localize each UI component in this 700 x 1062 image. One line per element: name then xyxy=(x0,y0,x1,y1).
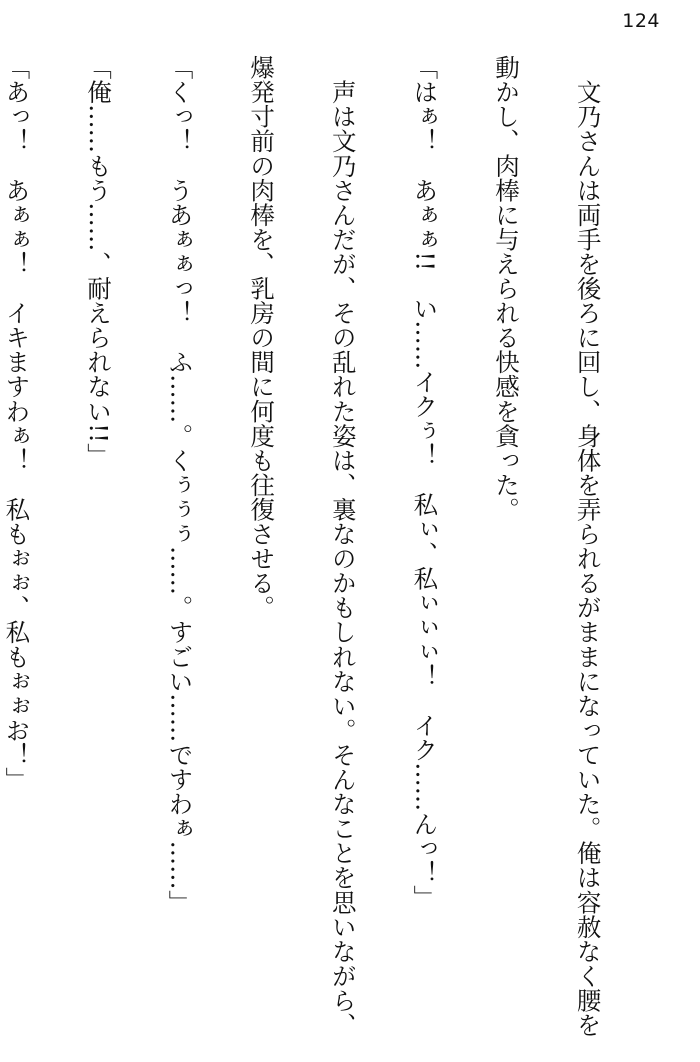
text-line: 「俺……もう……、耐えられない!!」 xyxy=(83,55,113,468)
text-line: 「あっ！ あぁぁ！ イキますわぁ！ 私もぉぉ、私もぉぉお！」 xyxy=(2,55,32,792)
text-line: 「はぁ！ あぁぁ!! い……イクぅ！ 私ぃ、私ぃぃぃ！ イク……んっ！」 xyxy=(410,55,440,910)
text-line: 爆発寸前の肉棒を、乳房の間に何度も往復させる。 xyxy=(247,55,277,620)
text-line: 「くっ！ うあぁぁっ！ ふ……。くぅぅぅ……。すごい……ですわぁ……」 xyxy=(165,55,195,915)
text-line: 声は文乃さんだが、その乱れた姿は、裏なのかもしれない。そんなことを思いながら、 xyxy=(328,55,358,1037)
text-line: 文乃さんは両手を後ろに回し、身体を弄られるがままになっていた。俺は容赦なく腰を xyxy=(573,55,603,1037)
vertical-text-body xyxy=(2,55,656,1037)
page-number: 124 xyxy=(622,10,660,32)
text-line: 動かし、肉棒に与えられる快感を貪った。 xyxy=(491,55,521,522)
